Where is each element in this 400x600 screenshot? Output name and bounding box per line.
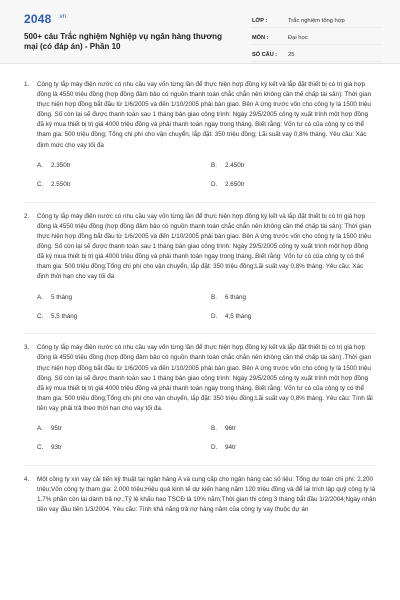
answer-text: 2.650tr	[225, 181, 245, 189]
answer-option-b[interactable]	[211, 159, 385, 173]
answer-letter: D.	[211, 444, 218, 452]
meta-label: LỚP :	[252, 17, 268, 24]
meta-row-subject	[252, 31, 382, 45]
page-title: 500+ câu Trắc nghiệm Nghiệp vụ ngân hàng thương mại (có đáp án) - Phần 10	[24, 32, 222, 51]
answer-text: 2.450tr	[225, 162, 245, 170]
answer-option-d[interactable]	[211, 309, 385, 323]
meta-value: Đại học	[288, 34, 308, 41]
answer-text: 93tr	[51, 444, 62, 452]
question-4	[24, 475, 376, 515]
question-number: 4.	[24, 475, 30, 483]
answer-options	[37, 159, 376, 192]
question-2	[24, 212, 376, 324]
answer-letter: A.	[37, 293, 43, 301]
answer-option-a[interactable]	[37, 422, 211, 436]
answer-text: 5 tháng	[51, 293, 73, 301]
meta-row-count	[252, 48, 382, 62]
site-logo-suffix: .vn	[58, 14, 67, 20]
answer-option-b[interactable]	[211, 422, 385, 436]
answer-options	[37, 290, 376, 323]
divider	[24, 333, 376, 334]
meta-row-class	[252, 14, 382, 28]
answer-text: 96tr	[225, 425, 236, 433]
answer-letter: C.	[37, 444, 44, 452]
answer-text: 4,5 tháng	[225, 312, 252, 320]
divider	[24, 465, 376, 466]
answer-text: 2.550tr	[51, 181, 71, 189]
question-text: Công ty lắp máy điện nước có nhu cầu vay vốn từng lần để thực hiện hợp đồng ký kết và lắp đặt thiết bị có trị giá hợp đồng là 4550 triệu đồng (hợp đồng đảm bảo có nguồn thanh toán chắc chắn nên không cần thế chấp tài sản): Thời gian thực hiện hợp đồng bắt đầu từ 1/6/2005 và đến 1/10/2005 phải bàn giao. Bên A ứng trước vốn cho công ty là 1500 triệu đồng. Số còn lại sẽ được thanh toán sau 1 tháng bàn giao công trình: Ngày 29/5/2005 công ty xuất trình một hợp đồng đã ký mua thiết bị trị giá 4000 triệu đồng và phải thanh toán ngay trong tháng. Biết rằng: Vốn tự có của công ty có thể tham gia: 500 triệu đồng;Tổng chi phí cho vận chuyển, lắp đặt: 350 triệu đồng;Lãi suất vay 0,8% tháng. Yêu cầu: Xác định thời hạn cho vay tối đa	[37, 212, 372, 281]
answer-letter: A.	[37, 425, 43, 433]
answer-text: 2.350tr	[51, 162, 71, 170]
question-text: Một công ty xin vay cải tiến kỹ thuật tại ngân hàng A và cung cấp cho ngân hàng các số liệu: Tổng dự toán chi phí: 2.200 triệu;Vốn công ty tham gia: 2.000 triệu;Hiệu quả kinh tế dự kiến hàng năm 120 triệu đồng và để lại trích lập quỹ công ty là 1,7% phần còn lại dành trả nợ.;Tỷ lệ khấu hao TSCĐ là 10% năm;Thời gian thi công 3 tháng bắt đầu 1/2/2004;Ngày nhận tiền vay đầu tiên 1/3/2004. Yêu cầu: Tính khả năng trả nợ hàng năm của công ty vay thuộc dự án	[37, 475, 376, 514]
answer-letter: A.	[37, 162, 43, 170]
meta-value: Trắc nghiệm tổng hợp	[288, 17, 345, 24]
answer-option-a[interactable]	[37, 159, 211, 173]
answer-option-d[interactable]	[211, 441, 385, 455]
answer-text: 5,5 tháng	[51, 312, 78, 320]
answer-text: 94tr	[225, 444, 236, 452]
answer-letter: C.	[37, 181, 44, 189]
answer-option-d[interactable]	[211, 178, 385, 192]
question-number: 1.	[24, 81, 30, 88]
answer-option-c[interactable]	[37, 178, 211, 192]
answer-letter: B.	[211, 162, 217, 170]
question-1	[24, 80, 376, 192]
answer-text: 6 tháng	[225, 293, 247, 301]
meta-value: 25	[288, 51, 295, 58]
question-3	[24, 343, 376, 455]
question-list	[24, 80, 376, 522]
answer-letter: B.	[211, 425, 217, 433]
meta-label: SỐ CÂU :	[252, 51, 278, 58]
question-number: 3.	[24, 344, 30, 352]
quiz-meta	[252, 14, 382, 65]
question-text: Công ty lắp máy điện nước có nhu cầu vay vốn từng lần để thực hiện hợp đồng ký kết và lắp đặt thiết bị có trị giá hợp đồng là 4550 triệu đồng (hợp đồng đảm bảo có nguồn thanh toán chắc chắn nên không cần thế chấp tài sản) .Thời gian thực hiện hợp đồng bắt đầu từ 1/6/2005 và đến 1/10/2005 phải bàn giao. Bên A ứng trước vốn cho công ty là 1500 triệu đồng. Số còn lại sẽ được thanh toán sau 1 tháng bàn giao công trình: Ngày 29/5/2005 công ty xuất trình một hợp đồng đã ký mua thiết bị trị giá 4000 triệu đồng và phải thanh toán ngay trong tháng. Biết rằng: Vốn tự có của công ty có thể tham gia: 500 triệu đồng;Tổng chi phí cho vận chuyển, lắp đặt: 350 triệu đồng;Lãi suất vay 0,8% tháng. Yêu cầu: Tính lãi tiền vay phải trả theo thời hạn cho vay tối đa.	[37, 344, 373, 412]
answer-options	[37, 422, 376, 455]
answer-letter: D.	[211, 181, 218, 189]
answer-letter: D.	[211, 312, 218, 320]
question-number: 2.	[24, 212, 30, 220]
meta-label: MÔN :	[252, 34, 269, 41]
question-text: Công ty lắp máy điện nước có nhu cầu vay vốn từng lần để thực hiện hợp đồng ký kết và lắp đặt thiết bị có trị giá hợp đồng là 4550 triệu đồng (hợp đồng đảm bảo có nguồn thanh toán chắc chắn nên không cần thế chấp tài sản): Thời gian thực hiện hợp đồng bắt đầu từ 1/6/2005 và đến 1/10/2005 phải bàn giao. Bên A ứng trước vốn cho công ty là 1500 triệu đồng. Số còn lại sẽ được thanh toán sau 1 tháng bàn giao công trình: Ngày 29/5/2005 công ty xuất trình một hợp đồng đã ký mua thiết bị trị giá 4000 triệu đồng và phải thanh toán ngay trong tháng. Biết rằng: Vốn tự có của công ty có thể tham gia: 500 triệu đồng; Tổng chi phí cho vận chuyển, lắp đặt: 350 triệu đồng; Lãi suất vay 0,8% tháng. Yêu cầu: Xác định mức cho vay tối đa	[37, 81, 372, 149]
answer-option-c[interactable]	[37, 309, 211, 323]
answer-letter: C.	[37, 312, 44, 320]
answer-text: 95tr	[51, 425, 62, 433]
divider	[24, 202, 376, 203]
site-logo[interactable]: 2048	[24, 12, 52, 26]
answer-option-a[interactable]	[37, 290, 211, 304]
answer-option-c[interactable]	[37, 441, 211, 455]
answer-option-b[interactable]	[211, 290, 385, 304]
answer-letter: B.	[211, 293, 217, 301]
page-header	[0, 0, 400, 64]
